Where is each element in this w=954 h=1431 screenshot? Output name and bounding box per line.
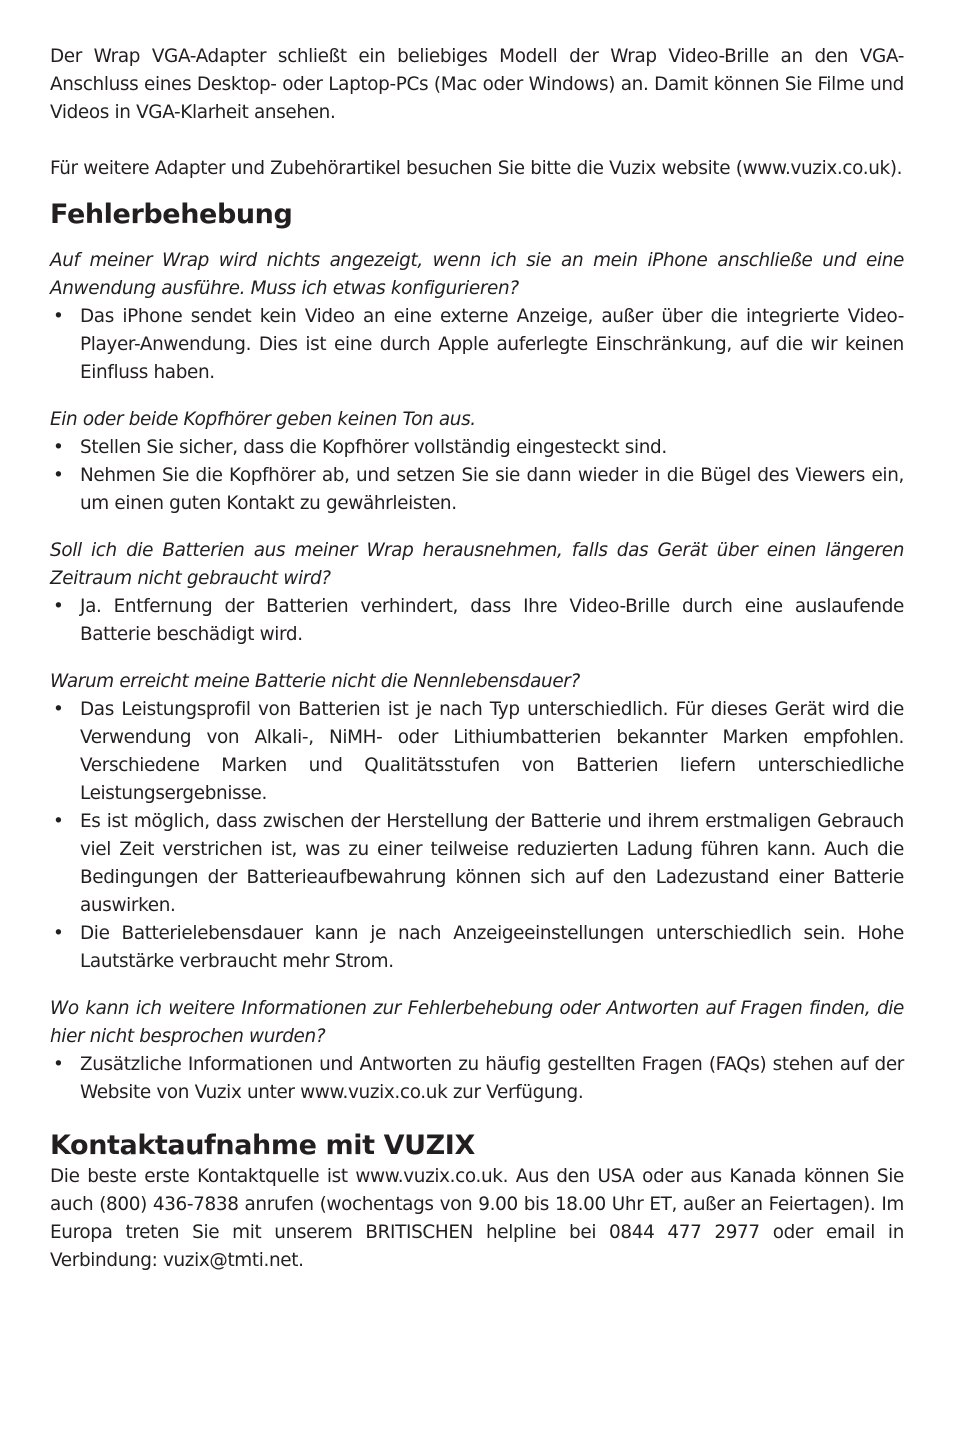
faq-answer [50,593,904,649]
faq-answer [50,434,904,462]
faq-item-iphone [50,247,904,387]
faq-answer-text: Ja. Entfernung der Batterien verhindert, dass Ihre Video-Brille durch eine auslaufende Batterie beschädigt wird. [80,596,904,645]
bullet-icon: • [53,437,64,458]
bullet-icon: • [53,811,64,832]
faq-item-more-info [50,995,904,1107]
faq-answer [50,303,904,387]
faq-answer-text: Das iPhone sendet kein Video an eine externe Anzeige, außer über die integrierte Video-Player-Anwendung. Dies ist eine durch Apple auferlegte Einschränkung, auf die wir keinen Einfluss haben. [80,306,904,383]
faq-answer-text: Die Batterielebensdauer kann je nach Anzeigeeinstellungen unterschiedlich sein. Hohe Lautstärke verbraucht mehr Strom. [80,923,904,972]
faq-answer [50,808,904,920]
contact-heading: Kontaktaufnahme mit VUZIX [50,1130,475,1161]
faq-answer-list [50,593,904,649]
bullet-icon: • [53,923,64,944]
faq-answer-list [50,434,904,518]
faq-list [50,247,904,1107]
faq-answer-text: Stellen Sie sicher, dass die Kopfhörer vollständig eingesteckt sind. [80,437,667,458]
faq-answer-list [50,1051,904,1107]
bullet-icon: • [53,1054,64,1075]
faq-answer-text: Es ist möglich, dass zwischen der Herstellung der Batterie und ihrem erstmaligen Gebrauch viel Zeit verstrichen ist, was zu einer teilweise reduzierten Ladung führen kann. Auch die Bedingungen der Batterieaufbewahrung können sich auf den Ladezustand einer Batterie auswirken. [80,811,904,916]
bullet-icon: • [53,699,64,720]
contact-paragraph: Die beste erste Kontaktquelle ist www.vuzix.co.uk. Aus den USA oder aus Kanada können Sie auch (800) 436-7838 anrufen (wochentags von 9.00 bis 18.00 Uhr ET, außer an Feiertagen). Im Europa treten Sie mit unserem BRITISCHEN helpline bei 0844 477 2977 oder email in Verbindung: vuzix@tmti.net. [50,1166,904,1271]
faq-answer-text: Nehmen Sie die Kopfhörer ab, und setzen Sie sie dann wieder in die Bügel des Viewers ein, um einen guten Kontakt zu gewährleisten. [80,465,904,514]
troubleshooting-heading: Fehlerbehebung [50,199,293,230]
faq-answer-text: Zusätzliche Informationen und Antworten zu häufig gestellten Fragen (FAQs) stehen auf der Website von Vuzix unter www.vuzix.co.uk zur Verfügung. [80,1054,904,1103]
faq-item-headphones [50,406,904,518]
faq-item-remove-batteries [50,537,904,649]
faq-answer [50,1051,904,1107]
bullet-icon: • [53,596,64,617]
faq-answer-list [50,696,904,976]
faq-question: Soll ich die Batterien aus meiner Wrap herausnehmen, falls das Gerät über einen längeren Zeitraum nicht gebraucht wird? [50,540,904,589]
faq-answer-list [50,303,904,387]
faq-answer [50,920,904,976]
faq-answer [50,696,904,808]
faq-answer [50,462,904,518]
faq-question: Warum erreicht meine Batterie nicht die Nennlebensdauer? [50,671,580,692]
intro-paragraph-vga-adapter: Der Wrap VGA-Adapter schließt ein beliebiges Modell der Wrap Video-Brille an den VGA-Anschluss eines Desktop- oder Laptop-PCs (Mac oder Windows) an. Damit können Sie Filme und Videos in VGA-Klarheit ansehen. [50,46,904,123]
faq-answer-text: Das Leistungsprofil von Batterien ist je nach Typ unterschiedlich. Für dieses Gerät wird die Verwendung von Alkali-, NiMH- oder Lithiumbatterien bekannter Marken empfohlen. Verschiedene Marken und Qualitätsstufen von Batterien liefern unterschiedliche Leistungsergebnisse. [80,699,904,804]
faq-question: Ein oder beide Kopfhörer geben keinen Ton aus. [50,409,476,430]
faq-item-battery-life [50,668,904,976]
bullet-icon: • [53,465,64,486]
faq-question: Auf meiner Wrap wird nichts angezeigt, wenn ich sie an mein iPhone anschließe und eine Anwendung ausführe. Muss ich etwas konfigurieren? [50,250,904,299]
intro-paragraph-accessories: Für weitere Adapter und Zubehörartikel besuchen Sie bitte die Vuzix website (www.vuzix.co.uk). [50,158,903,179]
bullet-icon: • [53,306,64,327]
faq-question: Wo kann ich weitere Informationen zur Fehlerbehebung oder Antworten auf Fragen finden, die hier nicht besprochen wurden? [50,998,904,1047]
